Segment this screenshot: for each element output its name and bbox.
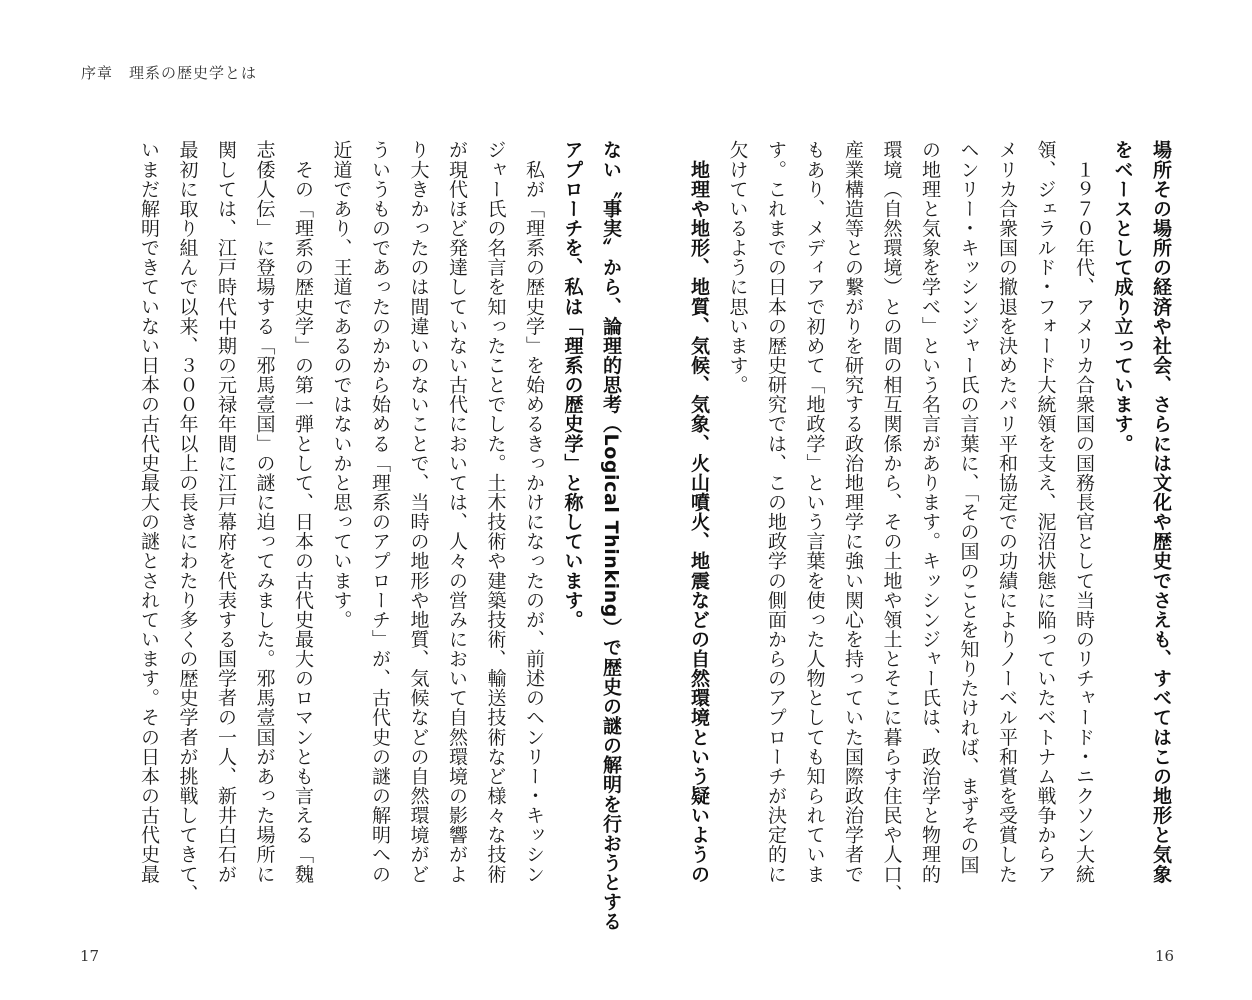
text-line: 場所その場所の経済や社会、さらには文化や歴史でさえも、すべてはこの地形と気象 bbox=[1150, 140, 1172, 884]
text-line: が現代ほど発達していない古代においては、人々の営みにおいて自然環境の影響がよ bbox=[446, 140, 468, 884]
page-left-text bbox=[60, 140, 620, 940]
text-line: もあり、メディアで初めて「地政学」という言葉を使った人物としても知られていま bbox=[803, 140, 826, 884]
text-line: アプローチを、私は「理系の歴史学」と称しています。 bbox=[561, 140, 584, 630]
text-line: ジャー氏の名言を知ったことでした。土木技術や建築技術、輸送技術など様々な技術 bbox=[484, 140, 507, 884]
text-line: ない〝事実〟から、論理的思考（Logical Thinking）で歴史の謎の解明を行おうとする bbox=[600, 140, 622, 932]
text-line: ういうものであったのかから始める「理系のアプローチ」が、古代史の謎の解明への bbox=[369, 140, 391, 884]
text-line: １９７０年代、アメリカ合衆国の国務長官として当時のリチャード・ニクソン大統 bbox=[1073, 140, 1095, 884]
text-line: 最初に取り組んで以来、３００年以上の長きにわたり多くの歴史学者が挑戦してきて、 bbox=[176, 140, 199, 904]
text-line: いまだ解明できていない日本の古代史最大の謎とされています。その日本の古代史最 bbox=[138, 140, 160, 884]
text-line: 欠けているように思います。 bbox=[726, 140, 749, 395]
text-line: をベースとして成り立っています。 bbox=[1111, 140, 1134, 454]
text-line: 近道であり、王道であるのではないかと思っています。 bbox=[330, 140, 353, 630]
text-line: その「理系の歴史学」の第一弾として、日本の古代史最大のロマンとも言える「魏 bbox=[292, 140, 314, 884]
text-line: 環境（自然環境）との間の相互関係から、その土地や領土とそこに暮らす住民や人口、 bbox=[880, 140, 903, 904]
text-line: 私が「理系の歴史学」を始めるきっかけになったのが、前述のヘンリー・キッシン bbox=[523, 140, 545, 884]
text-line: り大きかったのは間違いのないことで、当時の地形や地質、気候などの自然環境がど bbox=[407, 140, 430, 884]
text-line: 産業構造等との繋がりを研究する政治地理学に強い関心を持っていた国際政治学者で bbox=[842, 140, 864, 884]
text-line: 地理や地形、地質、気候、気象、火山噴火、地震などの自然環境という疑いようの bbox=[688, 140, 710, 884]
text-line: ヘンリー・キッシンジャー氏の言葉に、「その国のことを知りたければ、まずその国 bbox=[957, 140, 980, 875]
page-right-text bbox=[688, 140, 1172, 940]
text-line: メリカ合衆国の撤退を決めたパリ平和協定での功績によりノーベル平和賞を受賞した bbox=[996, 140, 1018, 884]
text-line: の地理と気象を学べ」という名言があります。キッシンジャー氏は、政治学と物理的 bbox=[919, 140, 941, 884]
text-line: 関しては、江戸時代中期の元禄年間に江戸幕府を代表する国学者の一人、新井白石が bbox=[215, 140, 237, 884]
text-line: 領、ジェラルド・フォード大統領を支え、泥沼状態に陥っていたベトナム戦争からア bbox=[1034, 140, 1057, 884]
running-head: 序章 理系の歴史学とは bbox=[81, 64, 258, 82]
text-line: す。これまでの日本の歴史研究では、この地政学の側面からのアプローチが決定的に bbox=[765, 140, 787, 884]
text-line: 志倭人伝」に登場する「邪馬壹国」の謎に迫ってみました。邪馬壹国があった場所に bbox=[253, 140, 276, 884]
page-number-right: 16 bbox=[1155, 947, 1175, 965]
page-number-left: 17 bbox=[80, 947, 100, 965]
